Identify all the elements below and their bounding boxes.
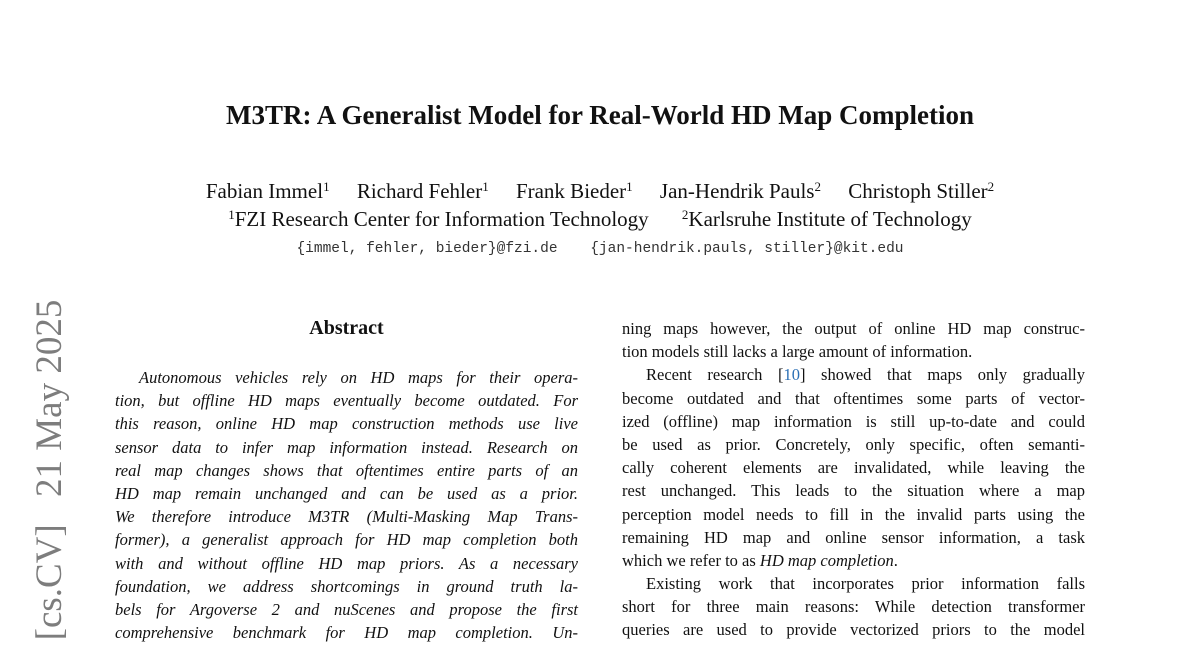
- abstract-line: this reason, online HD map construction methods use live: [115, 414, 578, 434]
- abstract-line: with and without offline HD map priors. As a necessary: [115, 553, 578, 573]
- body-line: ning maps however, the output of online HD map construc-: [622, 319, 1085, 338]
- body-text: [622, 317, 1085, 642]
- body-line: rest unchanged. This leads to the situation where a map: [622, 481, 1085, 501]
- abstract-line: We therefore introduce M3TR (Multi-Masking Map Trans-: [115, 507, 578, 527]
- body-line: [622, 549, 1085, 572]
- author-affil-mark: 2: [814, 179, 821, 194]
- abstract-line: tion, but offline HD maps eventually become outdated. For: [115, 391, 578, 411]
- abstract-line: HD map remain unchanged and can be used as a prior.: [115, 483, 578, 503]
- body-line: queries are used to provide vectorized priors to the model: [622, 620, 1085, 640]
- body-text-run: .: [893, 550, 898, 570]
- affiliation-mark: 1: [228, 207, 235, 222]
- author-name: Frank Bieder: [515, 179, 627, 203]
- body-line: ized (offline) map information is still up-to-date and could: [622, 411, 1085, 431]
- abstract-text: [115, 366, 578, 644]
- citation-link[interactable]: 10: [783, 365, 800, 385]
- body-line: Existing work that incorporates prior information falls: [646, 574, 1085, 594]
- email-address: {immel, fehler, bieder}@fzi.de: [296, 241, 558, 257]
- paper-title: M3TR: A Generalist Model for Real-World HD Map Completion: [226, 100, 974, 130]
- body-line: short for three main reasons: While detection transformer: [622, 597, 1085, 617]
- body-line: perception model needs to fill in the invalid parts using the: [622, 504, 1085, 524]
- arxiv-date: 21 May 2025: [29, 299, 70, 497]
- email-address: {jan-hendrik.pauls, stiller}@kit.edu: [590, 241, 904, 257]
- email-list: [0, 239, 1200, 259]
- body-text-run: Recent research [: [646, 365, 784, 385]
- term-emphasis: HD map completion: [759, 550, 894, 570]
- body-text-run: which we refer to as: [622, 550, 760, 570]
- author-name: Richard Fehler: [356, 179, 483, 203]
- author: [848, 177, 994, 205]
- arxiv-category: [cs.CV]: [29, 524, 70, 641]
- body-line: cally coherent elements are invalidated, while leaving the: [622, 458, 1085, 478]
- author-affil-mark: 1: [626, 179, 633, 194]
- body-line: tion models still lacks a large amount of information.: [622, 342, 973, 362]
- arxiv-stamp: [28, 290, 72, 650]
- abstract-line: former), a generalist approach for HD map completion both: [115, 530, 578, 550]
- author: [357, 177, 489, 205]
- affiliation-name: FZI Research Center for Information Technology: [234, 207, 649, 231]
- abstract-line: comprehensive benchmark for HD map completion. Un-: [115, 623, 578, 643]
- abstract-line: real map changes shows that oftentimes entire parts of an: [115, 460, 578, 480]
- abstract-line: sensor data to infer map information instead. Research on: [115, 437, 578, 457]
- author-name: Christoph Stiller: [848, 179, 988, 203]
- author-affil-mark: 1: [323, 179, 330, 194]
- author-affil-mark: 2: [987, 179, 995, 194]
- abstract-line: Autonomous vehicles rely on HD maps for their opera-: [139, 368, 578, 387]
- affiliation-name: Karlsruhe Institute of Technology: [688, 207, 972, 231]
- affiliation: [228, 205, 648, 233]
- body-line: become outdated and that oftentimes some parts of vector-: [622, 388, 1085, 408]
- body-line: be used as prior. Concretely, only specific, often semanti-: [622, 434, 1085, 454]
- body-column: [622, 312, 1085, 642]
- body-line: [622, 363, 1085, 386]
- abstract-line: bels for Argoverse 2 and nuScenes and propose the first: [115, 599, 578, 619]
- abstract-column: [115, 312, 578, 644]
- affiliation: [682, 205, 972, 233]
- author-list: [0, 177, 1200, 205]
- author: [660, 177, 821, 205]
- author-name: Jan-Hendrik Pauls: [659, 179, 815, 203]
- body-line: remaining HD map and online sensor information, a task: [622, 527, 1085, 547]
- author-affil-mark: 1: [482, 179, 489, 194]
- author-name: Fabian Immel: [205, 179, 324, 203]
- abstract-heading: Abstract: [309, 317, 384, 339]
- abstract-line: foundation, we address shortcomings in ground truth la-: [115, 576, 578, 596]
- author: [206, 177, 330, 205]
- author: [516, 177, 633, 205]
- affiliation-mark: 2: [681, 207, 689, 222]
- affiliation-list: [0, 205, 1200, 233]
- body-text-run: ] showed that maps only gradually: [799, 365, 1085, 385]
